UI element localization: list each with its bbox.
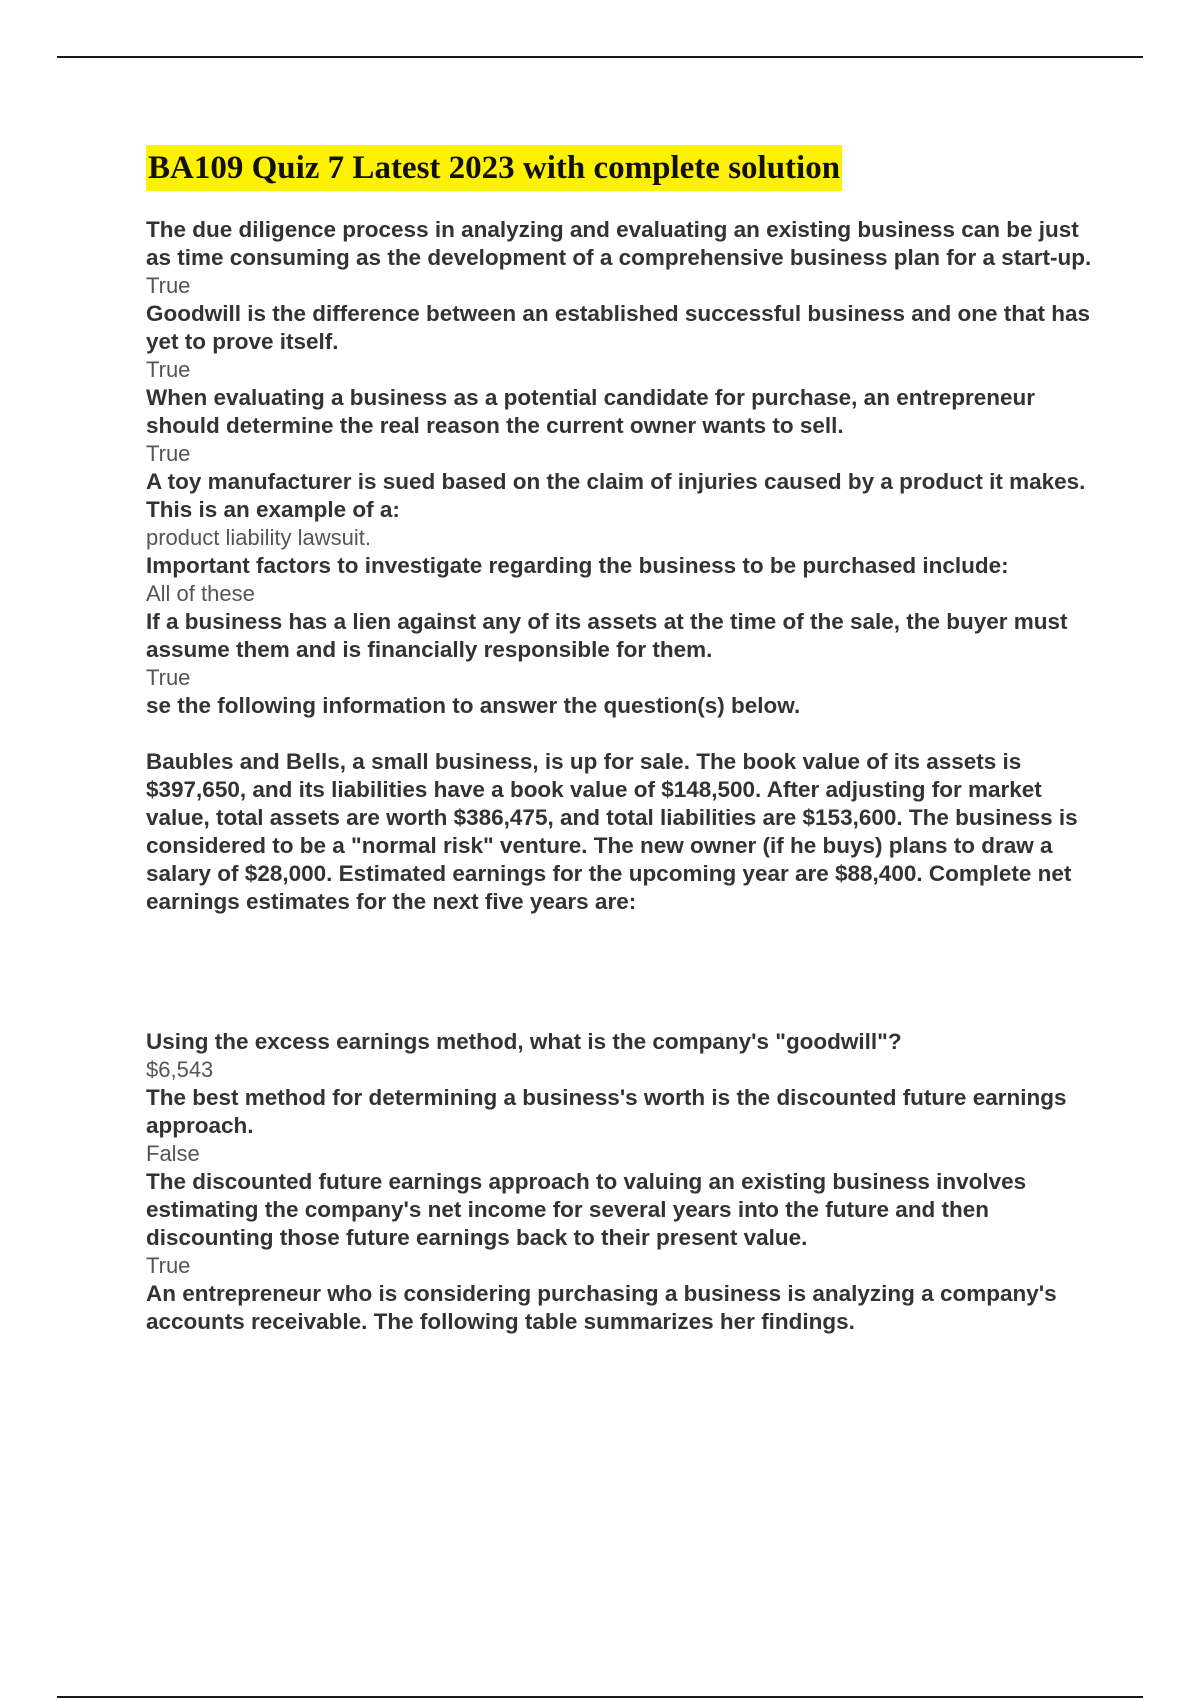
footer-rule <box>57 1696 1143 1698</box>
question-3: When evaluating a business as a potential candidate for purchase, an entrepreneur should determine the real reason the current owner wants to sell. <box>146 385 1035 438</box>
answer-1: True <box>146 273 191 298</box>
question-10: An entrepreneur who is considering purchasing a business is analyzing a company's accounts receivable. The following table summarizes her findings. <box>146 1281 1057 1334</box>
question-6: If a business has a lien against any of its assets at the time of the sale, the buyer must assume them and is financially responsible for them. <box>146 609 1068 662</box>
question-8: The best method for determining a business's worth is the discounted future earnings approach. <box>146 1085 1067 1138</box>
answer-6: True <box>146 665 191 690</box>
document-title: BA109 Quiz 7 Latest 2023 with complete solution <box>146 145 842 191</box>
question-5: Important factors to investigate regarding the business to be purchased include: <box>146 553 1009 578</box>
info-intro: se the following information to answer the question(s) below. <box>146 693 801 718</box>
answer-7: $6,543 <box>146 1057 214 1082</box>
spacer <box>146 720 1106 748</box>
answer-3: True <box>146 441 191 466</box>
answer-2: True <box>146 357 191 382</box>
question-2: Goodwill is the difference between an established successful business and one that has yet to prove itself. <box>146 301 1090 354</box>
question-4: A toy manufacturer is sued based on the claim of injuries caused by a product it makes. This is an example of a: <box>146 469 1086 522</box>
answer-4: product liability lawsuit. <box>146 525 371 550</box>
question-7: Using the excess earnings method, what is the company's "goodwill"? <box>146 1029 902 1054</box>
header-rule <box>57 56 1143 58</box>
document-body <box>146 216 1106 1336</box>
title-block <box>146 145 842 191</box>
question-1: The due diligence process in analyzing and evaluating an existing business can be just as time consuming as the development of a comprehensive business plan for a start-up. <box>146 217 1092 270</box>
question-9: The discounted future earnings approach to valuing an existing business involves estimating the company's net income for several years into the future and then discounting those future earnings back to their present value. <box>146 1169 1027 1250</box>
answer-8: False <box>146 1141 200 1166</box>
answer-5: All of these <box>146 581 255 606</box>
answer-9: True <box>146 1253 191 1278</box>
table-placeholder-space <box>146 916 1106 1028</box>
info-body: Baubles and Bells, a small business, is up for sale. The book value of its assets is $397,650, and its liabilities have a book value of $148,500. After adjusting for market value, total assets are worth $386,475, and total liabilities are $153,600. The business is considered to be a "normal risk" venture. The new owner (if he buys) plans to draw a salary of $28,000. Estimated earnings for the upcoming year are $88,400. Complete net earnings estimates for the next five years are: <box>146 749 1078 914</box>
